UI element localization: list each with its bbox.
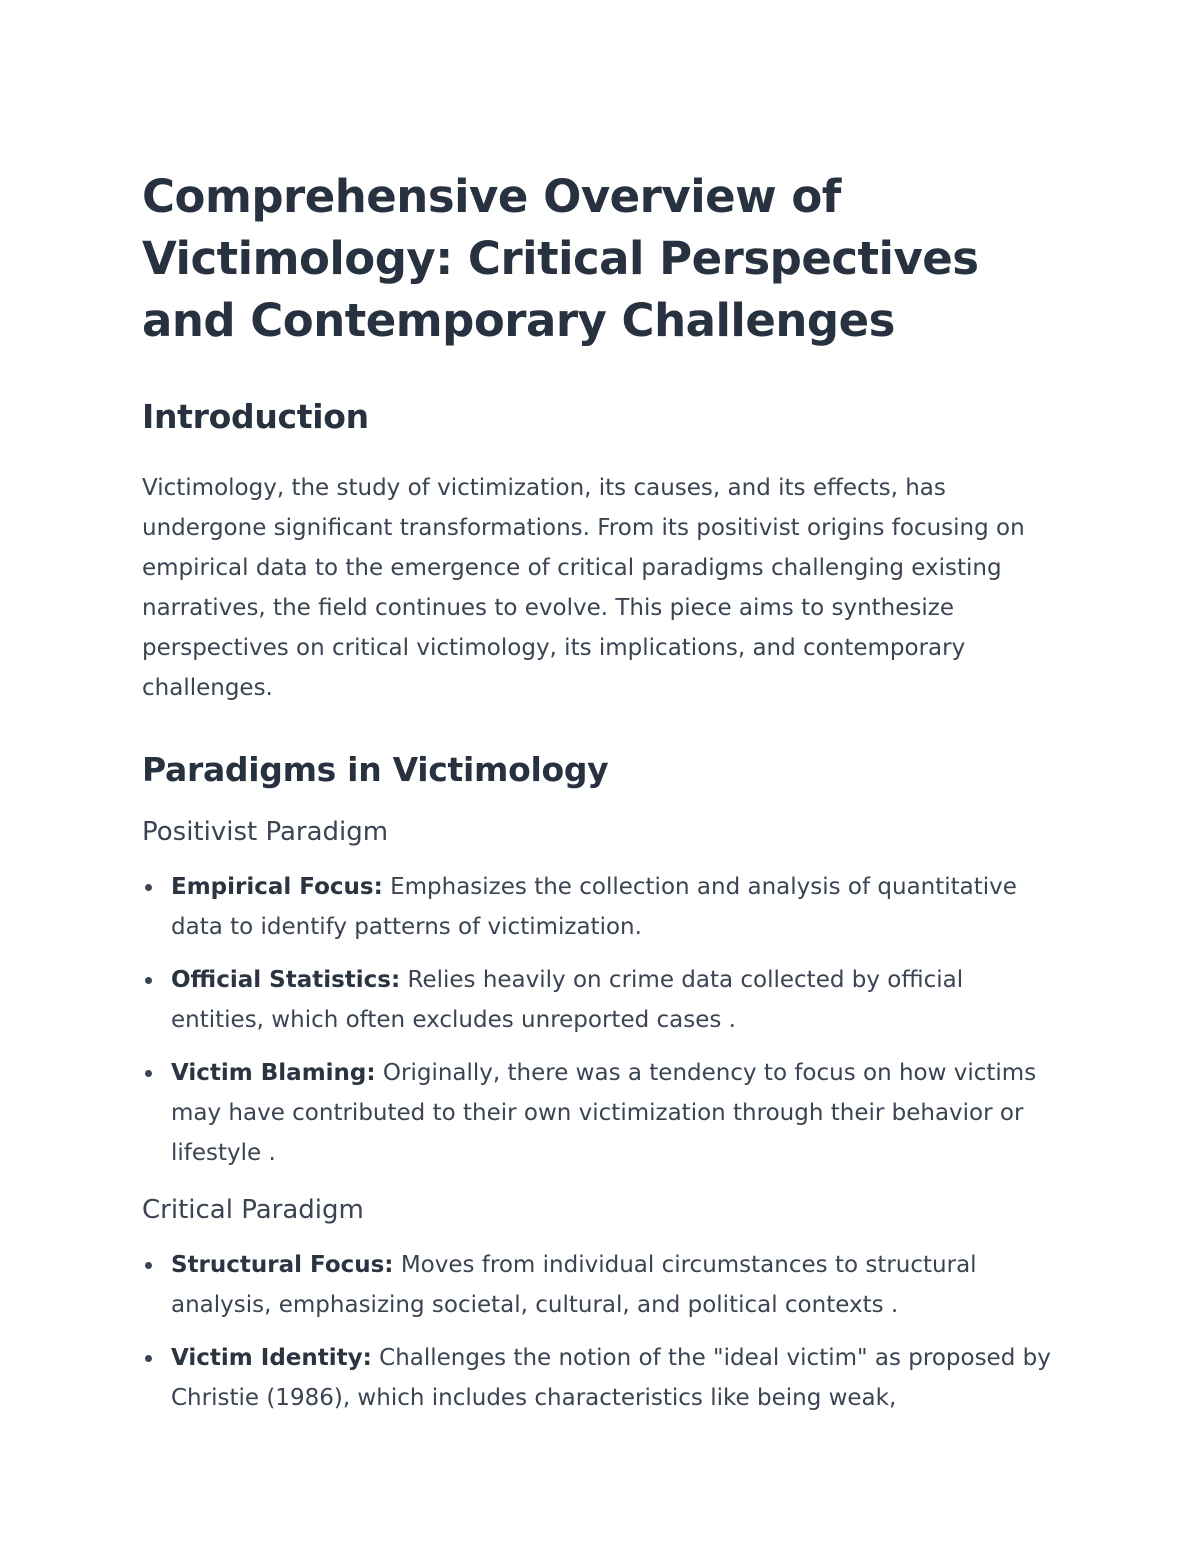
bullet-icon — [145, 1355, 152, 1362]
list-item — [142, 960, 1062, 1040]
bullet-text: Challenges the notion of the "ideal victim" as proposed by Christie (1986), which includes characteristics like being weak, — [171, 1345, 1051, 1411]
subsection-heading-critical: Critical Paradigm — [142, 1195, 364, 1225]
bullet-text: Emphasizes the collection and analysis of quantitative data to identify patterns of victimization. — [171, 874, 1017, 940]
positivist-bullet-list — [142, 867, 1062, 1173]
bullet-text: Originally, there was a tendency to focus on how victims may have contributed to their own victimization through their behavior or lifestyle . — [171, 1060, 1037, 1166]
bullet-icon — [145, 977, 152, 984]
bullet-icon — [145, 1262, 152, 1269]
subsection-heading-positivist: Positivist Paradigm — [142, 817, 389, 847]
introduction-paragraph: Victimology, the study of victimization, its causes, and its effects, has undergone significant transformations. From its positivist origins focusing on empirical data to the emergence of critical paradigms challenging existing narratives, the field continues to evolve. This piece aims to synthesize perspectives on critical victimology, its implications, and contemporary challenges. — [142, 475, 1025, 701]
bullet-icon — [145, 1070, 152, 1077]
document-title: Comprehensive Overview of Victimology: Critical Perspectives and Contemporary Challenges — [142, 170, 979, 347]
list-item — [142, 1245, 1062, 1325]
bullet-term: Victim Identity: — [171, 1345, 372, 1371]
bullet-icon — [145, 884, 152, 891]
critical-bullet-list — [142, 1245, 1062, 1418]
bullet-term: Structural Focus: — [171, 1252, 394, 1278]
list-item — [142, 1053, 1062, 1173]
list-item — [142, 867, 1062, 947]
list-item — [142, 1338, 1062, 1418]
section-heading-paradigms: Paradigms in Victimology — [142, 750, 609, 789]
bullet-text: Relies heavily on crime data collected by official entities, which often excludes unreported cases . — [171, 967, 964, 1033]
section-heading-introduction: Introduction — [142, 397, 369, 436]
bullet-term: Empirical Focus: — [171, 874, 383, 900]
bullet-text: Moves from individual circumstances to structural analysis, emphasizing societal, cultural, and political contexts . — [171, 1252, 977, 1318]
bullet-term: Official Statistics: — [171, 967, 401, 993]
bullet-term: Victim Blaming: — [171, 1060, 376, 1086]
document-page — [142, 166, 1062, 1418]
